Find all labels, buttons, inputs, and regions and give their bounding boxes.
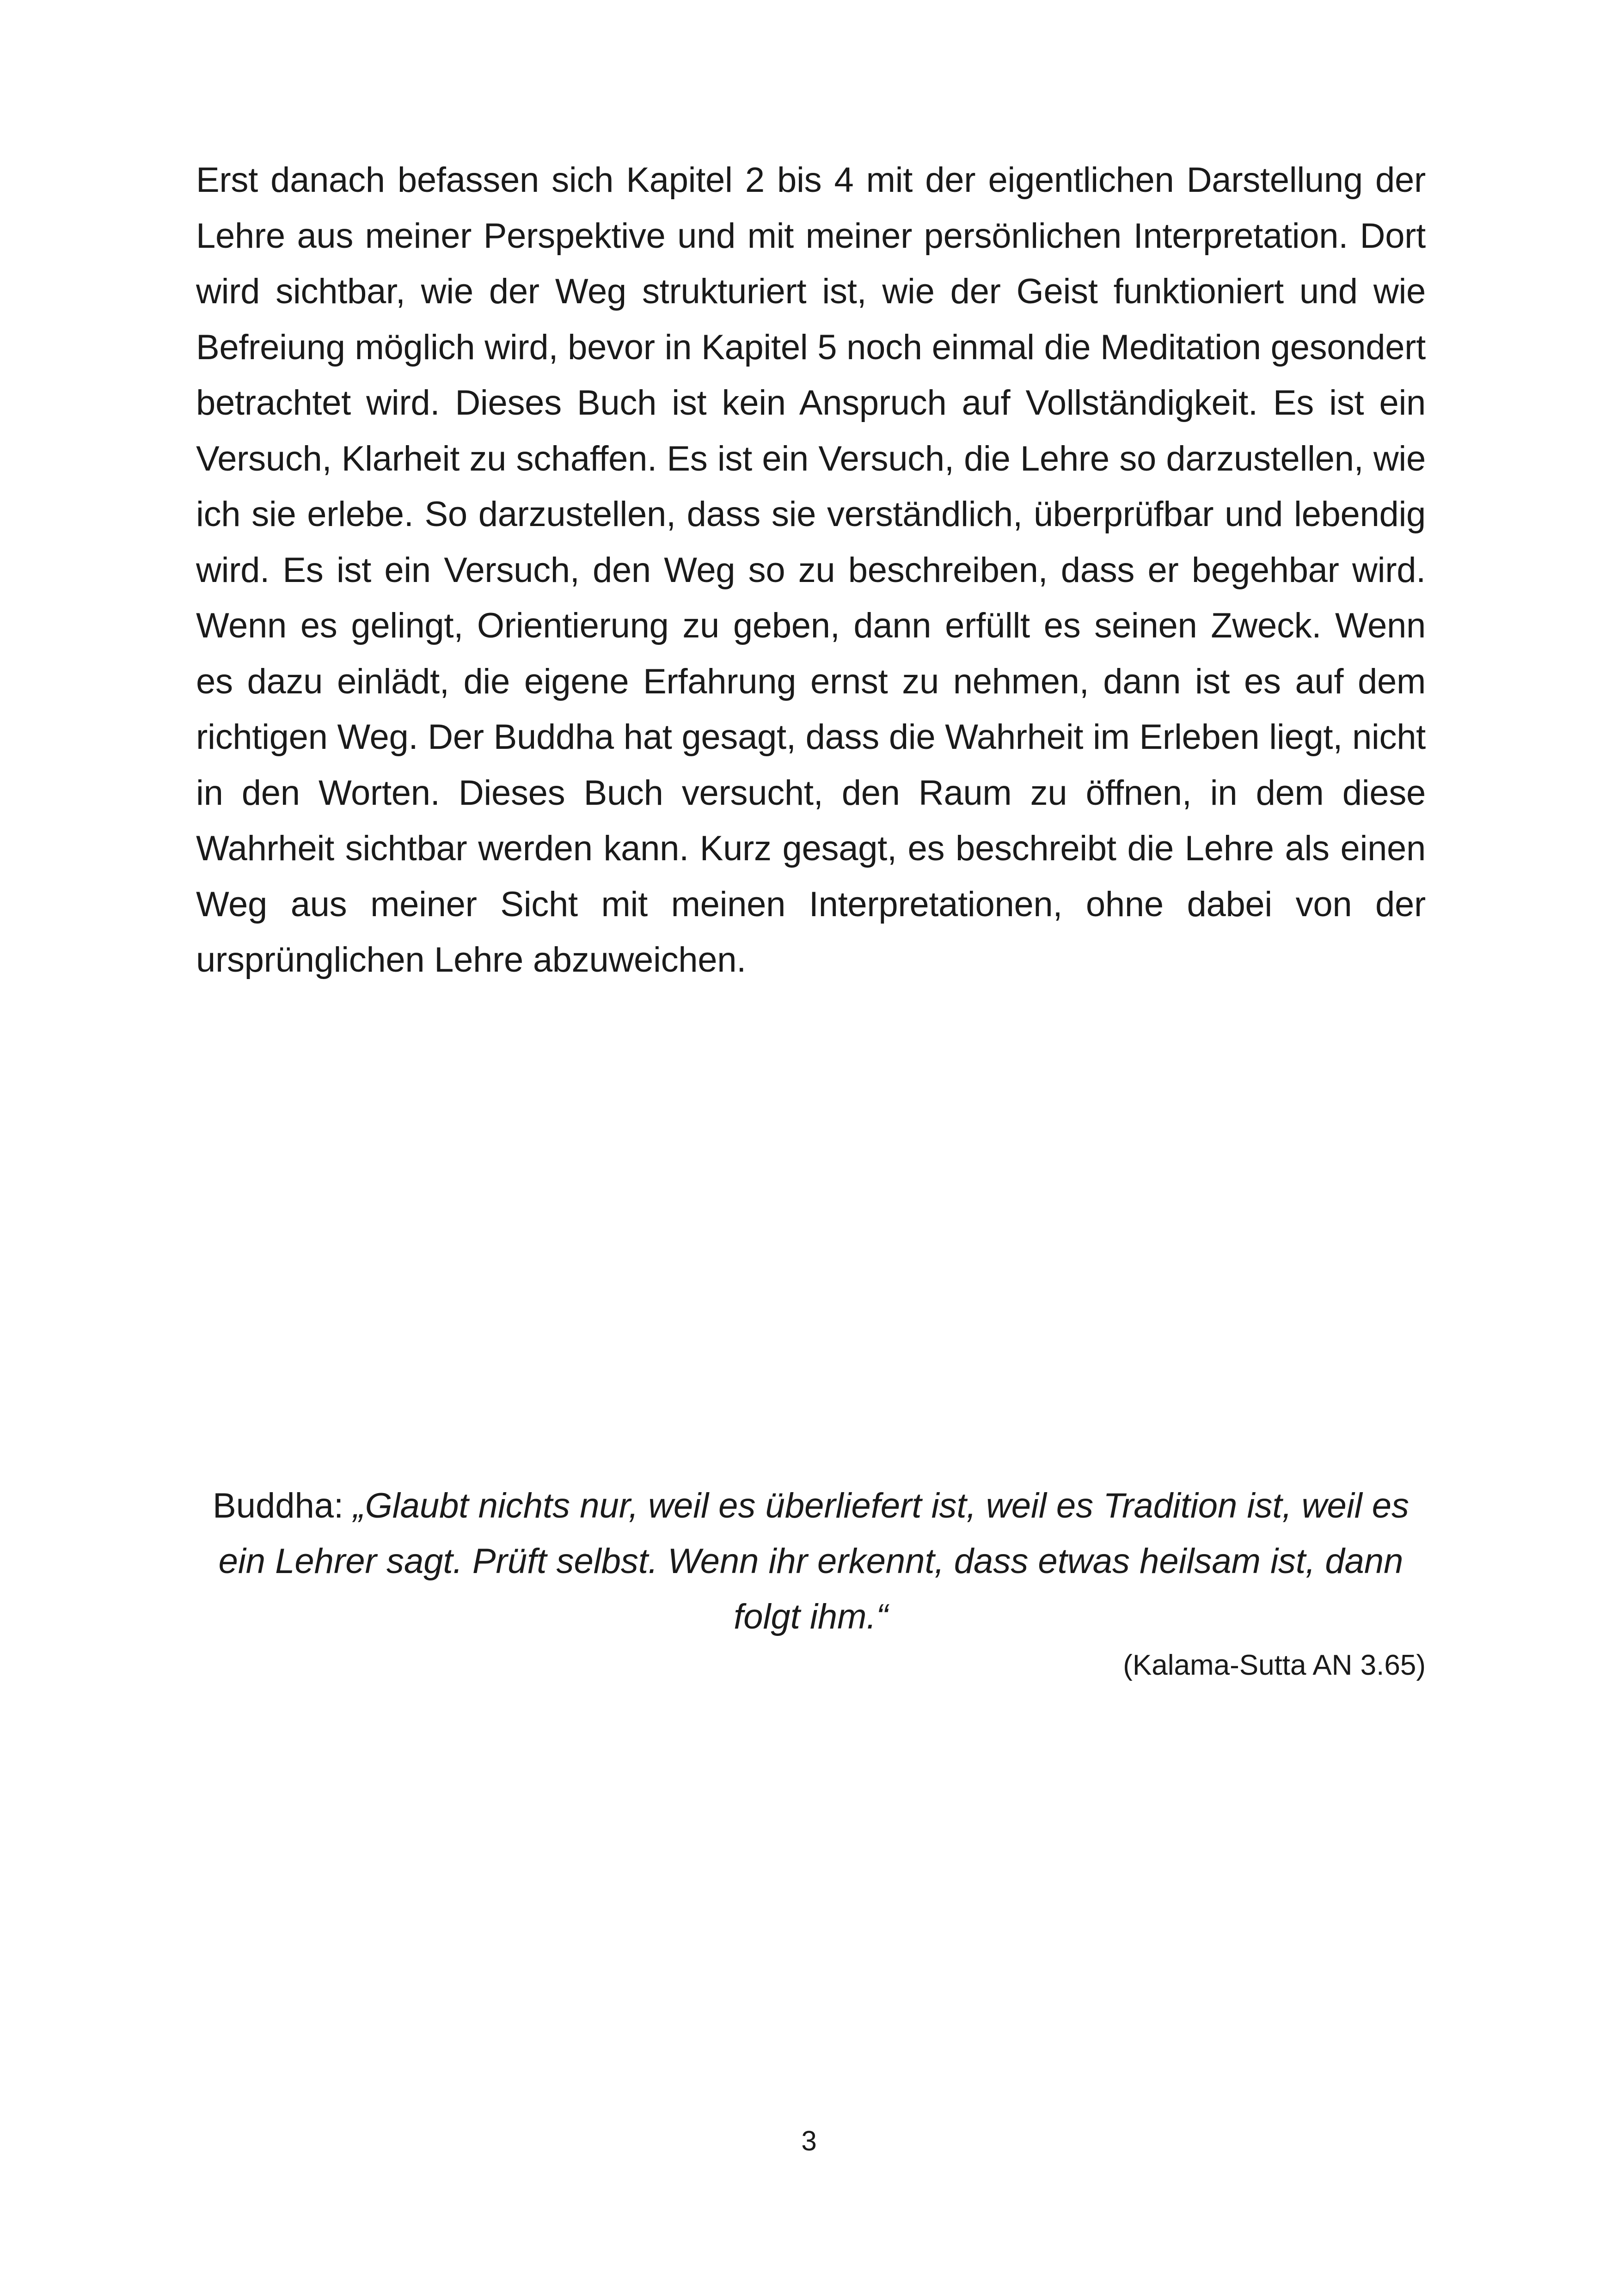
- page-number: 3: [801, 2125, 817, 2156]
- quote-text: „Glaubt nichts nur, weil es überliefert ist, weil es Tradition ist, weil es ein Lehrer sagt. Prüft selbst. Wenn ihr erkennt, dass etwas heilsam ist, dann folgt ihm.“: [218, 1486, 1409, 1636]
- body-paragraph: Erst danach befassen sich Kapitel 2 bis 4 mit der eigentlichen Darstellung der Lehre aus meiner Perspektive und mit meiner persönlichen Interpretation. Dort wird sichtbar, wie der Weg strukturiert ist, wie der Geist funktioniert und wie Befreiung möglich wird, bevor in Kapitel 5 noch einmal die Meditation gesondert betrachtet wird. Dieses Buch ist kein Anspruch auf Vollständigkeit. Es ist ein Versuch, Klarheit zu schaffen. Es ist ein Versuch, die Lehre so darzustellen, wie ich sie erlebe. So darzustellen, dass sie verständlich, überprüfbar und lebendig wird. Es ist ein Versuch, den Weg so zu beschreiben, dass er begehbar wird. Wenn es gelingt, Orientierung zu geben, dann erfüllt es seinen Zweck. Wenn es dazu einlädt, die eigene Erfahrung ernst zu nehmen, dann ist es auf dem richtigen Weg. Der Buddha hat gesagt, dass die Wahrheit im Erleben liegt, nicht in den Worten. Dieses Buch versucht, den Raum zu öffnen, in dem diese Wahrheit sichtbar werden kann. Kurz gesagt, es beschreibt die Lehre als einen Weg aus meiner Sicht mit meinen Interpretationen, ohne dabei von der ursprünglichen Lehre abzuweichen.: [196, 160, 1426, 980]
- quote-speaker: Buddha:: [213, 1486, 354, 1525]
- buddha-quote: [196, 1478, 1426, 1645]
- quote-source: (Kalama-Sutta AN 3.65): [1123, 1649, 1426, 1681]
